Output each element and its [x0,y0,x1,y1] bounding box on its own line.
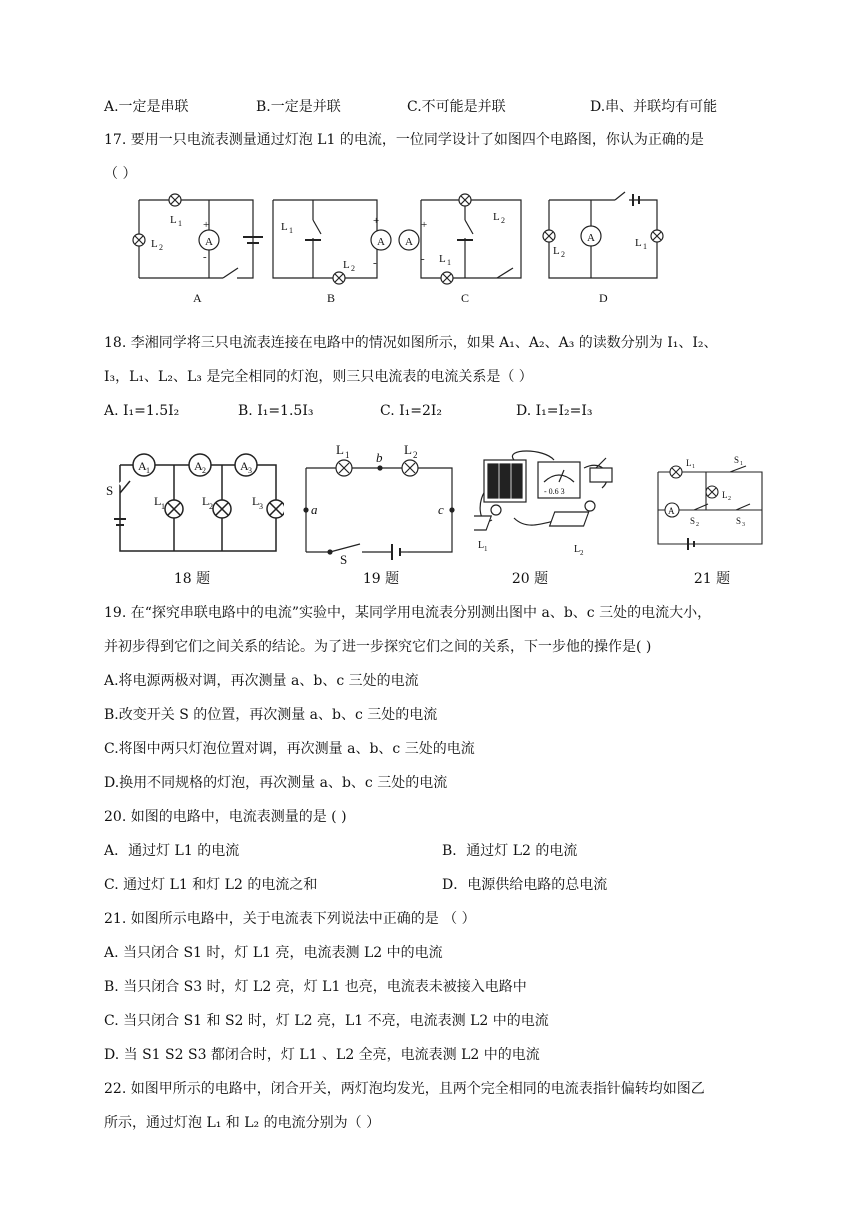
svg-text:A: A [668,506,675,516]
svg-text:+: + [421,219,428,231]
q19-option-c: C.将图中两只灯泡位置对调，再次测量 a、b、c 三处的电流 [104,741,475,757]
svg-text:1: 1 [484,545,488,553]
fig21-circuit [650,448,770,552]
q19-option-d: D.换用不同规格的灯泡，再次测量 a、b、c 三处的电流 [104,775,448,791]
svg-text:1: 1 [447,258,451,267]
q17-fig-label-d: D [599,291,608,305]
svg-text:3: 3 [248,466,252,475]
q21-option-a: A. 当只闭合 S1 时，灯 L1 亮，电流表测 L2 中的电流 [104,945,443,961]
svg-text:+: + [203,219,210,231]
svg-text:L: L [722,490,728,500]
svg-text:2: 2 [728,496,731,502]
svg-text:b: b [376,450,383,465]
q17-fig-label-b: B [327,291,336,305]
fig20-caption: 20 题 [511,571,549,587]
svg-text:c: c [438,502,444,517]
q18-option-b: B. I₁=1.5I₃ [238,403,314,419]
svg-text:1: 1 [345,450,350,460]
q17-fig-label-a: A [193,291,202,305]
svg-text:2: 2 [580,549,584,557]
q20-question: 20. 如图的电路中，电流表测量的是 ( ) [104,809,347,825]
svg-text:3: 3 [259,502,263,511]
svg-text:A: A [240,459,249,473]
q16-option-d: D.串、并联均有可能 [590,99,718,115]
svg-text:S: S [734,455,740,465]
svg-text:+: + [373,215,380,227]
fig19-circuit [300,440,460,565]
svg-text:L: L [151,238,158,250]
q16-option-b: B.一定是并联 [256,99,341,115]
q17-circuit-c [399,194,521,284]
svg-text:L: L [404,442,412,457]
svg-text:1: 1 [289,226,293,235]
ammeter-label-b: A [377,236,385,248]
svg-text:1: 1 [178,219,182,228]
q21-option-d: D. 当 S1 S2 S3 都闭合时，灯 L1 、L2 全亮，电流表测 L2 中的电流 [104,1047,540,1063]
q16-option-a: A.一定是串联 [104,99,189,115]
q20-option-d: D．电源供给电路的总电流 [442,877,608,893]
q22-question-line2: 所示，通过灯泡 L₁ 和 L₂ 的电流分别为（ ） [104,1115,381,1131]
q17-circuit-b [273,200,391,284]
q17-fig-label-c: C [461,291,470,305]
svg-text:L: L [170,214,177,226]
svg-text:-: - [421,253,425,265]
q20-option-b: B．通过灯 L2 的电流 [442,843,578,859]
svg-text:2: 2 [159,243,163,252]
svg-text:2: 2 [561,250,565,259]
svg-text:L: L [439,253,446,265]
q21-option-c: C. 当只闭合 S1 和 S2 时，灯 L2 亮，L1 不亮，电流表测 L2 中的电流 [104,1013,549,1029]
svg-text:1: 1 [740,461,743,467]
svg-text:L: L [478,540,485,551]
q18-option-a: A. I₁=1.5I₂ [104,403,180,419]
ammeter-label-d: A [587,232,595,244]
q18-option-d: D. I₁=I₂=I₃ [516,403,593,419]
fig20-physical-circuit [474,448,624,558]
svg-text:L: L [686,458,692,468]
q17-circuit-a [133,194,263,278]
q19-option-a: A.将电源两极对调，再次测量 a、b、c 三处的电流 [104,673,419,689]
svg-text:2: 2 [351,264,355,273]
svg-text:1: 1 [692,464,695,470]
q22-question-line1: 22. 如图甲所示的电路中，闭合开关，两灯泡均发光，且两个完全相同的电流表指针偏转均如图乙 [104,1081,705,1097]
svg-text:L: L [553,245,560,257]
svg-text:3: 3 [742,522,745,528]
svg-text:2: 2 [209,502,213,511]
svg-text:L: L [635,237,642,249]
svg-text:A: A [194,459,203,473]
svg-text:1: 1 [643,242,647,251]
svg-text:2: 2 [696,522,699,528]
q17-question: 17. 要用一只电流表测量通过灯泡 L1 的电流，一位同学设计了如图四个电路图，你认为正确的是 [104,132,704,148]
svg-text:L: L [281,221,288,233]
fig20-meter-scale: - 0.6 3 [544,487,565,496]
svg-text:S: S [736,516,742,526]
svg-text:-: - [203,251,207,263]
svg-text:2: 2 [413,450,418,460]
svg-text:1: 1 [161,502,165,511]
q20-option-c: C. 通过灯 L1 和灯 L2 的电流之和 [104,877,318,893]
svg-text:S: S [340,552,348,565]
svg-text:2: 2 [501,216,505,225]
q18-option-c: C. I₁=2I₂ [380,403,443,419]
q16-option-c: C.不可能是并联 [407,99,506,115]
svg-text:L: L [493,211,500,223]
q19-question-line1: 19. 在“探究串联电路中的电流”实验中，某同学用电流表分别测出图中 a、b、c 三处的电流大小， [104,605,712,621]
q19-question-line2: 并初步得到它们之间关系的结论。为了进一步探究它们之间的关系，下一步他的操作是( ) [104,639,652,655]
svg-text:L: L [574,544,581,555]
svg-text:A: A [138,459,147,473]
fig18-caption: 18 题 [173,571,211,587]
fig21-caption: 21 题 [693,571,731,587]
q18-question-line2: I₃，L₁、L₂、L₃ 是完全相同的灯泡，则三只电流表的电流关系是（ ） [104,369,533,385]
q21-question: 21. 如图所示电路中，关于电流表下列说法中正确的是 （ ） [104,911,476,927]
svg-text:L: L [154,494,162,508]
q17-answer-blank: （ ） [104,166,137,182]
ammeter-label-a: A [205,236,213,248]
q21-option-b: B. 当只闭合 S3 时，灯 L2 亮，灯 L1 也亮，电流表未被接入电路中 [104,979,527,995]
svg-text:S: S [106,483,114,498]
q17-circuit-d [543,192,663,278]
svg-text:S: S [690,516,696,526]
fig18-circuit [104,445,284,555]
q18-question-line1: 18. 李湘同学将三只电流表连接在电路中的情况如图所示，如果 A₁、A₂、A₃ 的读数分别为 I₁、I₂、 [104,335,718,351]
svg-text:L: L [336,442,344,457]
svg-text:L: L [202,494,210,508]
fig19-caption: 19 题 [362,571,400,587]
ammeter-label-c: A [405,236,413,248]
svg-text:1: 1 [146,466,150,475]
svg-text:L: L [343,259,350,271]
svg-text:2: 2 [202,466,206,475]
q17-circuit-diagrams [125,190,685,310]
q20-option-a: A．通过灯 L1 的电流 [104,843,240,859]
svg-text:-: - [373,257,377,269]
q19-option-b: B.改变开关 S 的位置，再次测量 a、b、c 三处的电流 [104,707,438,723]
svg-text:L: L [252,494,260,508]
svg-text:a: a [311,502,318,517]
